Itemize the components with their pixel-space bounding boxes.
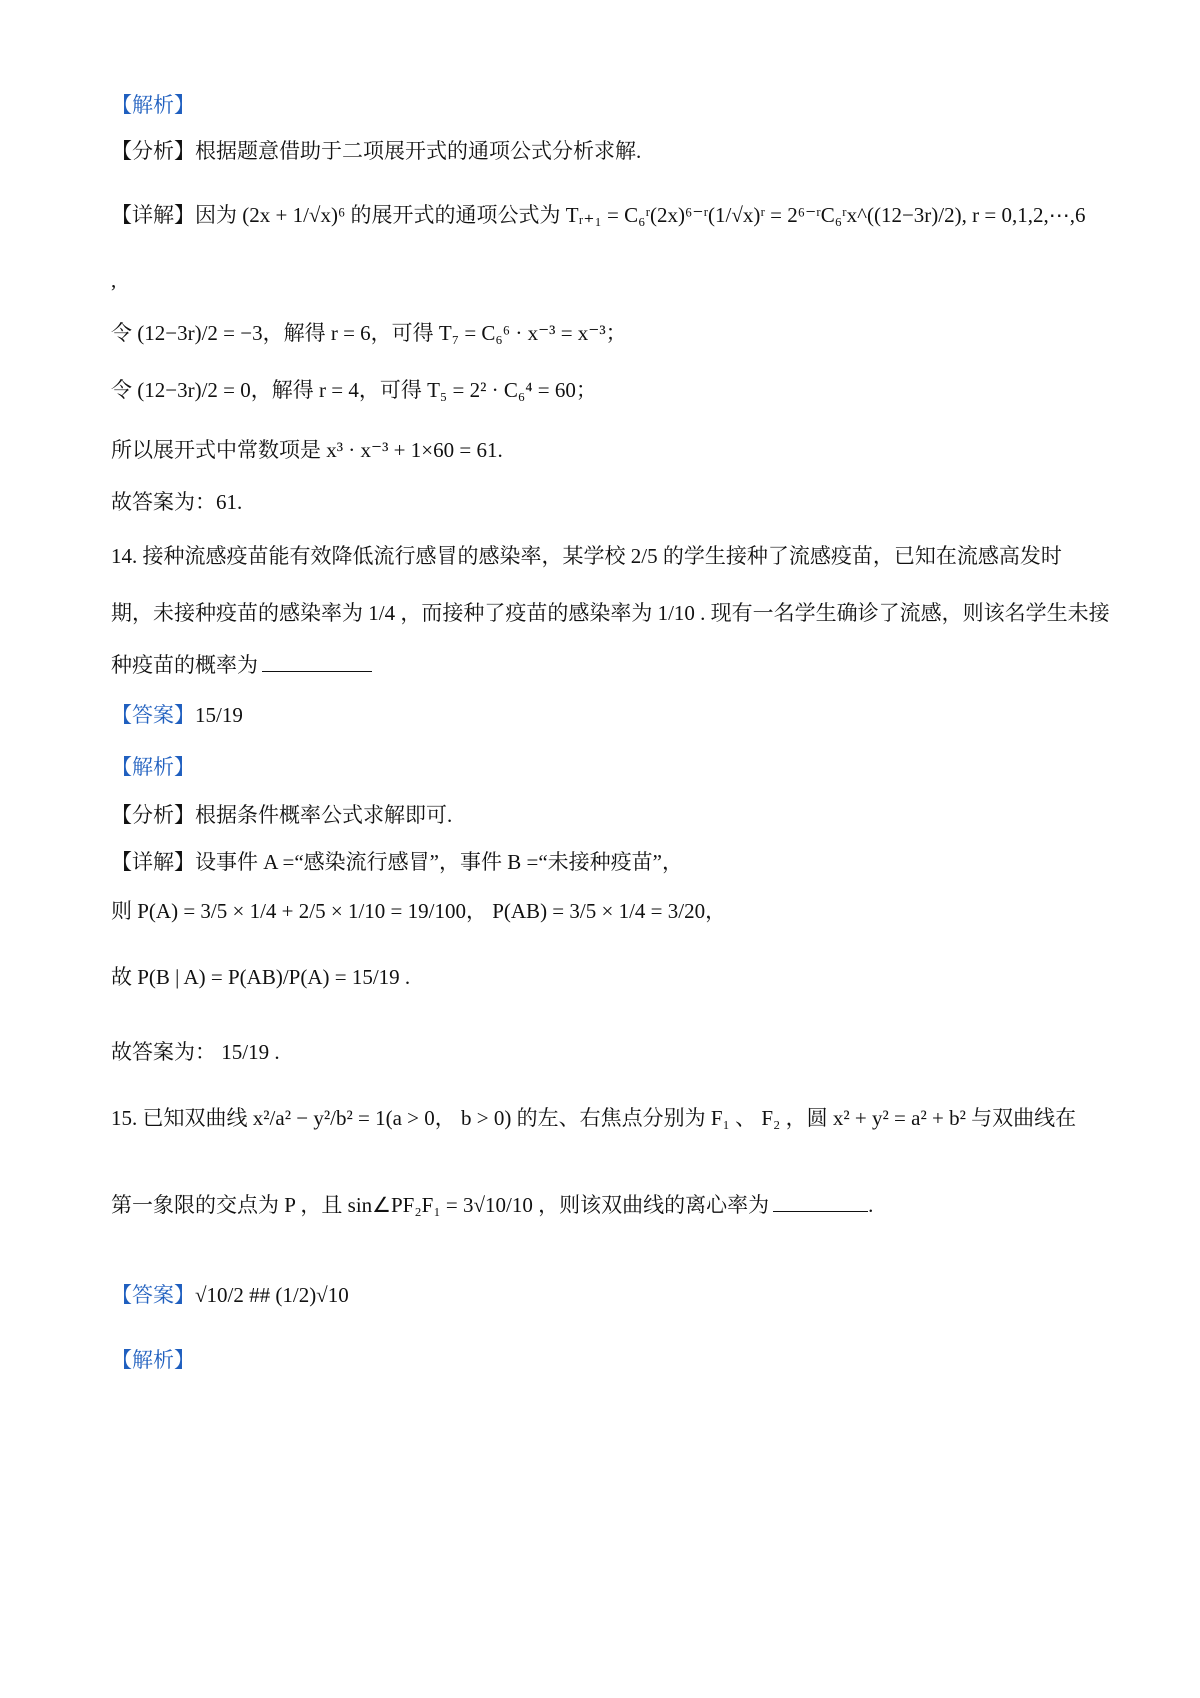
analysis-tag: 【解析】 [111,755,195,779]
analysis-line [111,136,1100,166]
formula-text: 令 (12−3r)/2 = 0，解得 r = 4，可得 T₅ = 2² · C₆⁴ = 60； [111,378,597,402]
answer-block [111,700,1100,730]
question-text: 期，未接种疫苗的感染率为 1/4 ，而接种了疫苗的感染率为 1/10 . 现有一名学生确诊了流感，则该名学生未接 [111,601,1110,625]
line-text: 根据条件概率公式求解即可. [195,803,453,827]
analysis-line [111,800,1100,830]
step-line [111,375,1100,405]
answer-line [111,487,1100,517]
formula-text: 所以展开式中常数项是 x³ · x⁻³ + 1×60 = 61. [111,438,503,462]
question-14-line-3 [111,650,1100,680]
formula-text: 因为 (2x + 1/√x)⁶ 的展开式的通项公式为 Tᵣ₊₁ = C₆ʳ(2x)⁶⁻ʳ(1/√x)ʳ = 2⁶⁻ʳC₆ʳx^((12−3r)/2), r = 0,1,2,⋯,6 [195,203,1086,227]
detail-tag: 【详解】 [111,203,195,227]
step-line [111,896,1100,926]
formula-text: 故答案为： 15/19 . [111,1040,280,1064]
line-text: 设事件 A =“感染流行感冒”，事件 B =“未接种疫苗”， [195,850,683,874]
answer-tag: 【答案】 [111,703,195,727]
formula-text: 则 P(A) = 3/5 × 1/4 + 2/5 × 1/10 = 19/100， P(AB) = 3/5 × 1/4 = 3/20， [111,899,727,923]
line-text: . [868,1193,874,1217]
question-14-line-1 [111,541,1100,571]
detail-line [111,847,1100,877]
question-text: 15. 已知双曲线 x²/a² − y²/b² = 1(a > 0， b > 0) 的左、右焦点分别为 F₁ 、 F₂ ，圆 x² + y² = a² + b² 与双曲线在 [111,1106,1077,1130]
comma-line [111,265,1100,295]
answer-value: √10/2 ## (1/2)√10 [195,1283,349,1307]
formula-text: 令 (12−3r)/2 = −3，解得 r = 6，可得 T₇ = C₆⁶ · x⁻³ = x⁻³； [111,321,627,345]
section-header [111,90,1100,120]
line-text: 根据题意借助于二项展开式的通项公式分析求解. [195,139,642,163]
question-text: 种疫苗的概率为 [111,653,258,677]
section-header [111,752,1100,782]
answer-blank [773,1191,868,1212]
section-header [111,1345,1100,1375]
answer-value: 15/19 [195,703,243,727]
line-text: 故答案为：61. [111,490,243,514]
step-line [111,962,1100,992]
question-text: 第一象限的交点为 P ，且 sin∠PF₂F₁ = 3√10/10 ，则该双曲线的离心率为 [111,1193,770,1217]
conclusion-line [111,435,1100,465]
analysis-tag: 【解析】 [111,1348,195,1372]
step-line [111,318,1100,348]
question-14-line-2 [111,598,1110,628]
question-text: 14. 接种流感疫苗能有效降低流行感冒的感染率，某学校 2/5 的学生接种了流感疫苗，已知在流感高发时 [111,544,1062,568]
answer-tag: 【答案】 [111,1283,195,1307]
answer-line [111,1037,1100,1067]
line-text: , [111,268,117,292]
analysis-tag: 【分析】 [111,139,195,163]
detail-line [111,200,1100,230]
question-15-line-2 [111,1190,1100,1220]
analysis-tag: 【解析】 [111,93,195,117]
detail-tag: 【详解】 [111,850,195,874]
question-15-line-1 [111,1103,1100,1133]
analysis-tag: 【分析】 [111,803,195,827]
formula-text: 故 P(B | A) = P(AB)/P(A) = 15/19 . [111,965,411,989]
answer-block [111,1280,1100,1310]
answer-blank [262,651,372,672]
